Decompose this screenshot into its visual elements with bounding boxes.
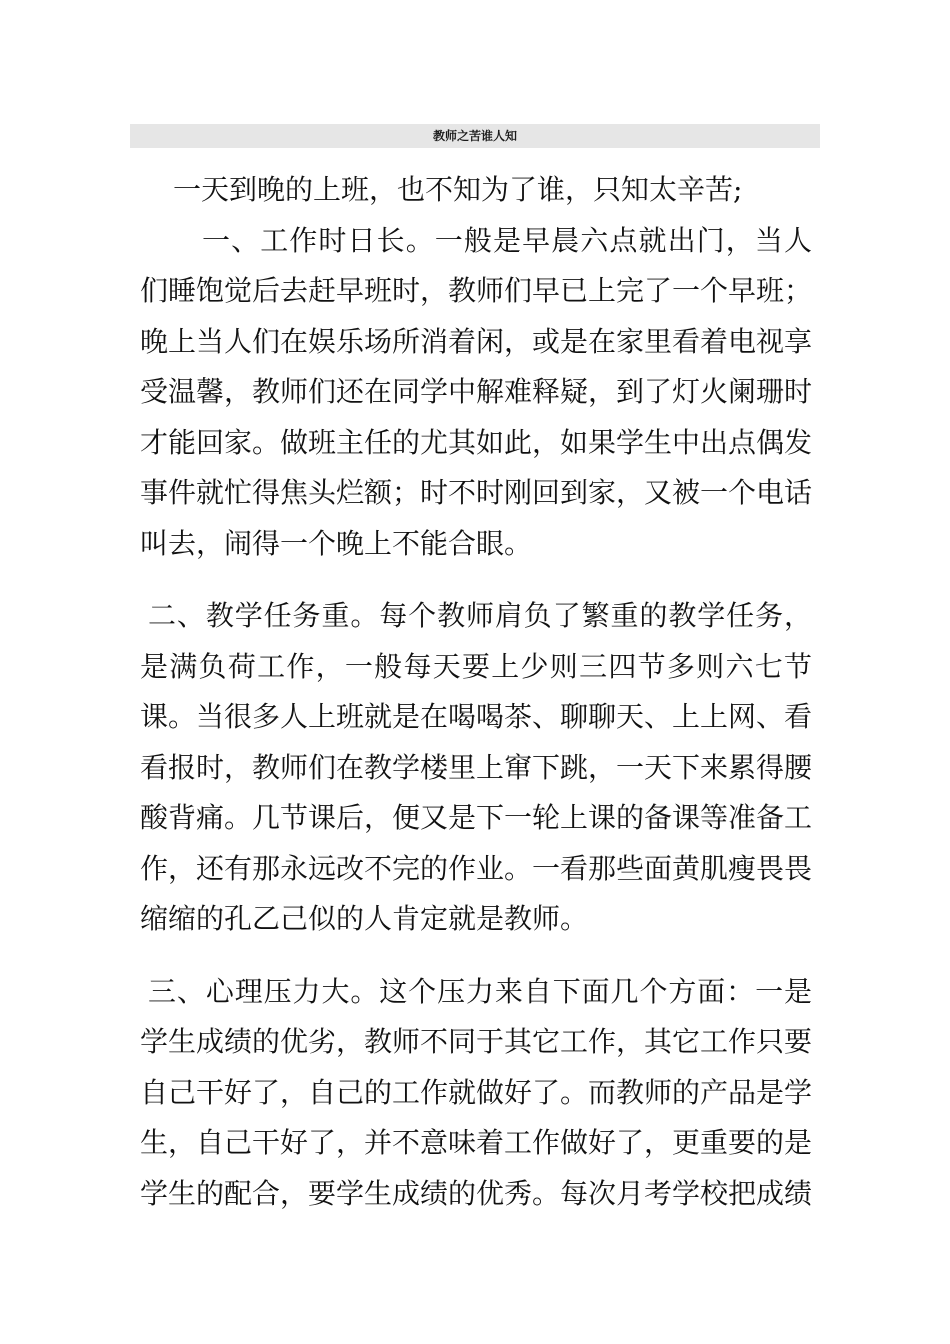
paragraph-3: 三、心理压力大。这个压力来自下面几个方面：一是学生成绩的优劣，教师不同于其它工作，其它工作只要自己干好了，自己的工作就做好了。而教师的产品是学生，自己干好了，并不意味着工作做好了，更重要的是学生的配合，要学生成绩的优秀。每次月考学校把成绩	[140, 974, 813, 1210]
document-body	[140, 165, 812, 1219]
document-title: 教师之苦谁人知	[130, 124, 820, 148]
paragraph-1: 一、工作时日长。一般是早晨六点就出门，当人们睡饱觉后去赶早班时，教师们早已上完了一个早班；晚上当人们在娱乐场所消着闲，或是在家里看着电视享受温馨，教师们还在同学中解难释疑，到了灯火阑珊时才能回家。做班主任的尤其如此，如果学生中出点偶发事件就忙得焦头烂额；时不时刚回到家，又被一个电话叫去，闹得一个晚上不能合眼。	[140, 223, 813, 560]
paragraph-2: 二、教学任务重。每个教师肩负了繁重的教学任务，是满负荷工作，一般每天要上少则三四节多则六七节课。当很多人上班就是在喝喝茶、聊聊天、上上网、看看报时，教师们在教学楼里上窜下跳，一天下来累得腰酸背痛。几节课后，便又是下一轮上课的备课等准备工作，还有那永远改不完的作业。一看那些面黄肌瘦畏畏缩缩的孔乙己似的人肯定就是教师。	[140, 599, 813, 935]
lead-line: 一天到晚的上班，也不知为了谁，只知太辛苦;	[173, 173, 743, 206]
